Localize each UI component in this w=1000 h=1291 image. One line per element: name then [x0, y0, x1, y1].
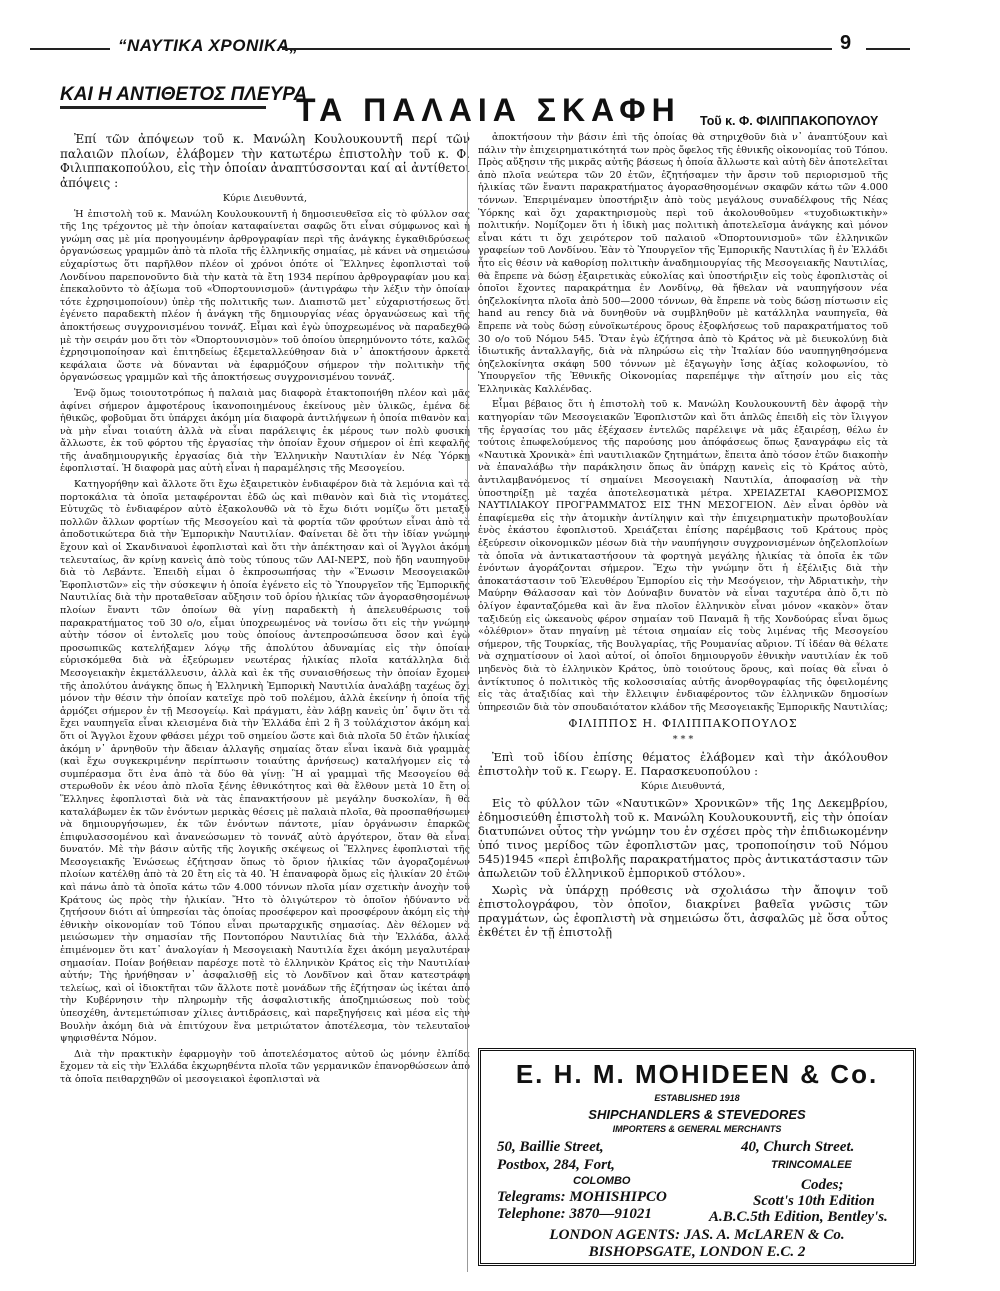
ad-london-address: BISHOPSGATE, LONDON E.C. 2 [588, 1244, 806, 1260]
page-number: 9 [840, 32, 852, 54]
article-kicker: ΚΑΙ Η ΑΝΤΙΘΕΤΟΣ ΠΛΕΥΡΑ [60, 84, 308, 105]
body-paragraph: Εἶμαι βέβαιος ὅτι ἡ ἐπιστολὴ τοῦ κ. Μανώλη Κουλουκουντῆ δὲν ἀφορᾷ τὴν κατηγορίαν τῶν Μεσογειακῶν Ἐφοπλιστῶν καὶ ὅτι ἁπλῶς ἐπειδὴ εἰς τὸν ἴλιγγον τῆς ἐργασίας του μᾶς ἐξέχασεν ἐντελῶς παρέλειψε νὰ μᾶς ἐξαιρέσῃ, θέλω ἐν τούτοις ἐπωφελούμενος τῆς παρούσης μου ἀπόφάσεως ὅπως ξαναγράφω εἰς τὰ «Ναυτικὰ Χρονικὰ» ἐπὶ ναυτιλιακῶν ζητημάτων, ἔπειτα ἀπὸ τόσον ἐτῶν διακοπὴν νὰ ἐπαναλάβω τὴν παράκλησιν ὅπως ἂν ὑπάρχῃ κανεὶς εἰς τὸ Κράτος αὐτὸ, ἀντιλαμβανόμενος τί σημαίνει Μεσογειακὴ Ναυτιλία, ἀποφασίσῃ νὰ τὴν ὑποστηρίξῃ μὲ ταχέα ἀποτελεσματικὰ μέτρα. ΧΡΕΙΑΖΕΤΑΙ ΚΑΘΟΡΙΣΜΟΣ ΝΑΥΤΙΛΙΑΚΟΥ ΠΡΟΓΡΑΜΜΑΤΟΣ ΕΙΣ ΤΗΝ ΜΕΣΟΓΕΙΟΝ. Δὲν εἶναι ὀρθὸν νὰ ἐπαφίεμεθα εἰς τὴν ἀτομικὴν ἀντίληψιν καὶ τὴν ἐπιχειρηματικὴν πρωτοβουλίαν ἑνὸς ἑκάστου ἐφοπλιστοῦ. Χρειάζεται ἐπίσης παρέμβασις τοῦ Κράτους πρὸς ἐξεύρεσιν οἰκονομικῶν μέσων διὰ τὴν ναυπήγησιν συγχρονισμένων ὁηζελοπλοίων τὰ ὁποῖα νὰ ἀντικαταστήσουν τὰ φορτηγὰ μεγάλης ἡλικίας τὰ ὁποῖα ἐκ τῶν ἐνόντων ἀγοράζονται σήμερον. Ἔχω τὴν γνώμην ὅτι ἡ ἐξέλιξις διὰ τὴν ἀποκατάστασιν τοῦ Ἐλευθέρου Ἐμπορίου εἰς τὴν Μεσόγειον, τὴν Ἀδριατικὴν, τὴν Μαύρην Θάλασσαν καὶ τὸν Δούναβιν δυνατὸν νὰ εἶναι ταχυτέρα ἀπὸ ὅ,τι πὸ ὀλίγον ἐφανταζόμεθα καὶ ἂν ἕνα πλοῖον ἑλληνικὸν εἶναι μόνον «κακὸν» ὅταν ταξιδεύῃ εἰς ὠκεανοὺς φέρον σημαίαν τοῦ Παναμᾶ ἢ τῆς Χονδούρας εἶναι ὅμως «ὀλέθριον» ὅταν πηγαίνῃ μὲ τέτοια σημαίαν εἰς τοὺς λιμένας τῆς Μεσογείου σήμερον, τῆς Τουρκίας, τῆς Βουλγαρίας, τῆς Ρουμανίας αὔριον. Τί ἰδέαν θὰ θέλατε νὰ σχηματίσουν οἱ λαοὶ αὐτοί, οἱ ὁποῖοι δημιουργοῦν ἐθνικὴν ναυτιλίαν ἐκ τοῦ μηδενὸς διὰ τὸ ἑλληνικὸν Κράτος, ὑπὸ τοιούτους ὅρους, καὶ ποίας θὰ εἶναι ὁ ἀντίκτυπος ὁ πολιτικὸς τῆς κολοσσιαίας αὐτῆς ἀνορθογραφίας τῆς ὀφειλομένης εἰς τὰς ἀταξιδίας καὶ τὴν ἔλλειψιν ἐνδιαφέροντος τῶν ἑλληνικῶν δημοσίων ὑπηρεσιῶν διὰ τὸν σπουδαιότατον κλάδον τῆς Μεσογειακῆς Ἐμπορικῆς Ναυτιλίας; [478, 399, 889, 713]
header-rule-end [866, 48, 910, 50]
ad-telephone: Telephone: 3870—91021 [497, 1206, 652, 1222]
ad-telegrams: Telegrams: MOHISHIPCO [497, 1189, 667, 1205]
author-signature: ΦΙΛΙΠΠΟΣ Η. ΦΙΛΙΠΠΑΚΟΠΟΥΛΟΣ [568, 717, 798, 731]
ad-address-colombo-3: COLOMBO [573, 1175, 631, 1187]
body-paragraph: ἀποκτήσουν τὴν βάσιν ἐπὶ τῆς ὁποίας θὰ στηριχθοῦν διὰ ν᾿ ἀναπτύξουν καὶ πάλιν τὴν ἐπιχειρηματικότητά των πρὸς ὄφελος τῆς ἐθνικῆς οἰκονομίας τοῦ Τόπου. Πρὸς αὔξησιν τῆς μικρᾶς αὐτῆς βάσεως ἡ ὁποία ἄλλωστε καὶ αὐτὴ δὲν ἀποτελεῖται ἀπὸ πλοῖα νεώτερα τῶν 20 ἐτῶν, ἐζητήσαμεν τὴν ἄρσιν τοῦ περιορισμοῦ τῆς ἡλικίας τῶν ἔναντι παρακρατήματος ἀγορασθησομένων σκαφῶν κάτω τῶν 4.000 τόννων. Ἐπεριμέναμεν ὑποστήριξιν ἀπὸ τοὺς μεγάλους συναδέλφους τῆς Νέας Ὑόρκης καὶ ὄχι χαρακτηρισμοὺς περὶ τοῦ ἀκολουθοῦμεν «τυχοδιωκτικὴν» πολιτικήν. Νομίζομεν ὅτι ἡ ἰδικὴ μας πολιτικὴ ἀποτελεῖσμα ἀνάγκης καὶ μόνον εἶναι κάτι τι ὄχι χειρότερον τοῦ παλαιοῦ «Ὀπορτουνισμοῦ» τῶν ἑλληνικῶν γραφείων τοῦ Λονδίνου. Ἐὰν τὸ Ὑπουργεῖον τῆς Ἐμπορικῆς Ναυτιλίας ἢ ἐν Ἑλλάδι ἦτο εἰς θέσιν νὰ καθορίσῃ πολιτικὴν ἀναδημιουργίας τῆς Μεσογειακῆς Ναυτιλίας, θὰ ἔπρεπε νὰ δώσῃ ἐξαιρετικὰς εὐκολίας καὶ ὑποστήριξιν εἰς τοὺς ἐφοπλιστὰς οἱ ὁποῖοι ἔχοντες παρακράτημα ἐν Λονδίνῳ, θὰ ἤθελαν νὰ ναυπηγήσουν νέα ὁηζελοκίνητα πλοῖα ἀπὸ 500—2000 τόννων, θὰ ἔπρεπε νὰ τοὺς δώσῃ πίστωσιν εἰς hand au rency διὰ νὰ δυνηθοῦν νὰ συμβληθοῦν μὲ κατάλληλα ναυπηγεῖα, θὰ ἔπρεπε νὰ τοὺς δώσῃ εὐνοϊκωτέρους ὅρους ἐξοφλήσεως τοῦ παρακρατήματος τοῦ 30 ο/ο τοῦ Νόμου 545. Ὅταν ἐγὼ ἐζήτησα ἀπὸ τὸ Κράτος νὰ μὲ διευκολύνῃ διὰ ἰδιωτικῆς ἀνταλλαγῆς, διὰ νὰ πληρώσω εἰς τὴν Ἰταλίαν δύο ναυπηγηθησόμενα ὁηζελοκίνητα σκάφη 500 τόννων μὲ ἐξαγωγὴν ἴσης ἀξίας κολοφωνίου, τὸ Ὑπουργεῖον τῆς Ἐθνικῆς Οἰκονομίας παρεπέμψε τὴν αἴτησίν μου εἰς τὰς Ἑλληνικὰς Καλλένδας. [478, 132, 888, 395]
body-paragraph: Χωρὶς νὰ ὑπάρχῃ πρόθεσις νὰ σχολιάσω τὴν ἄποψιν τοῦ ἐπιστολογράφου, τὸν ὁποῖον, διακρίνει βαθεῖα γνῶσις τῶν πραγμάτων, ὡς ἐφοπλιστὴ νὰ σημειώσω ὅτι, ἀσφαλῶς μὲ ὅσα οὗτος ἐκθέτει ἐν τῇ ἐπιστολῇ [478, 883, 888, 940]
column-divider [467, 132, 468, 1272]
right-column [478, 132, 888, 1047]
ad-subtrade: IMPORTERS & GENERAL MERCHANTS [612, 1124, 782, 1134]
ad-address-trinco-2: TRINCOMALEE [771, 1159, 852, 1171]
ad-trade: SHIPCHANDLERS & STEVEDORES [588, 1107, 806, 1122]
article-title: ΤΑ ΠΑΛΑΙΑ ΣΚΑΦΗ [296, 92, 681, 128]
left-column [60, 132, 470, 1282]
body-paragraph: Κατηγορήθην καὶ ἄλλοτε ὅτι ἔχω ἐξαιρετικὸν ἐνδιαφέρον διὰ τὰ λεμόνια καὶ τὰ πορτοκάλια τὰ ὁποῖα μεταφέρονται ἐδῶ ὡς καὶ πιθανὸν καὶ διὰ τὶς ντομάτες. Εὐτυχῶς τὸ ἐνδιαφέρον αὐτὸ ἐξακολουθῶ νὰ τὸ ἔχω διότι νομίζω ὅτι μεταξὺ πολλῶν ἄλλων φορτίων τῆς Μεσογείου καὶ τὰ φορτία τῶν φρούτων εἶναι ἀπὸ τὰ ἀποδοτικώτερα διὰ τὴν Ἐμπορικὴν Ναυτιλίαν. Φαίνεται δὲ ὅτι τὴν ἰδίαν γνώμην ἔχουν καὶ οἱ Σκανδιναυοὶ ἐφοπλισταὶ καὶ ὅτι τὴν ἀπέκτησαν καὶ οἱ Ἄγγλοι ἀκόμη τελευταίως, ἂν κρίνῃ κανεὶς ἀπὸ τοὺς τύπους τῶν ΛΑΙ-ΝΕΡΣ, ποὺ ἤδη ναυπηγοῦν διὰ τὸ Λεβάντε. Ἐπειδὴ εἶμαι ὁ ἐκπροσωπήσας τὴν «Ἕνωσιν Μεσογειακῶν Ἐφοπλιστῶν» εἰς τὴν σύσκεψιν ἡ ὁποία ἐγένετο εἰς τὸ Ὑπουργεῖον τῆς Ἐμπορικῆς Ναυτιλίας διὰ τὴν προταθεῖσαν αὔξησιν τοῦ ὁρίου ἡλικίας τῶν ἀγορασθησομένων πλοίων ἔναντι τῶν ὁποίων θὰ γίνῃ παραδεκτὴ ἡ ἀπελευθέρωσις τοῦ παρακρατήματος τοῦ 30 ο/ο, εἶμαι ὑποχρεωμένος νὰ τονίσω ὅτι εἰς τὴν γνώμην αὐτὴν τόσον οἱ ἐντολεῖς μου τοὺς ὁποίους ἀντεπροσώπευσα ὅσον καὶ ἐγὼ προσωπικῶς κατελήξαμεν λόγῳ τῆς ἀπολύτου ἀδυναμίας εἰς τὴν ὁποίαν εὑρισκόμεθα διὰ νὰ ἐξεύρωμεν νεωτέρας ἡλικίας πλοῖα κατάλληλα διὰ Μεσογειακὴν ἐκμετάλλευσιν, ἀλλὰ καὶ ἐκ τῆς συναισθήσεως τὴν ὁποίαν ἔχομεν τῆς ἀπολύτου ἀνάγκης ὅπως ἡ Ἑλληνικὴ Ἐμπορικὴ Ναυτιλία ἀναλάβῃ ταχέως ὄχι μόνον τὴν θέσιν τὴν ὁποίαν κατεῖχε πρὸ τοῦ πολέμου, ἀλλὰ ἐκείνην ἡ ὁποία τῆς ἁρμόζει σήμερον ἐν τῇ Μεσογείῳ. Καὶ πράγματι, ἐὰν λάβῃ κανεὶς ὑπ᾿ ὄψιν ὅτι τὰ ἔχει ναυπηγεῖα εἶναι κλεισμένα διὰ τὴν Ἑλλάδα ἐπὶ 2 ἢ 3 τοὐλάχιστον ἀκόμη καὶ ὅτι οἱ Ἄγγλοι ἔχουν φθάσει μέχρι τοῦ σημείου ὥστε καὶ διὰ πλοῖα 50 ἐτῶν ἡλικίας ἀκόμη ν᾿ ἀρνηθοῦν τὴν ἄδειαν ἀλλαγῆς σημαίας ὅταν εἶναι ἱκανὰ διὰ γραμμὰς (καὶ ἔχω συγκεκριμένην περίπτωσιν τοιαύτης ἀρνήσεως) καταλήγομεν εἰς τὸ συμπέρασμα ὅτι ἐνα ἀπὸ τὰ δύο θὰ γίνῃ: Ἢ αἱ γραμμαὶ τῆς Μεσογείου θὰ στερωθοῦν ἐκ νέου ἀπὸ πλοῖα ξένης ἐθνικότητος καὶ θὰ ἔλθουν μετὰ 10 ἔτη οἱ Ἕλληνες ἐφοπλισταὶ διὰ νὰ τὰς ἐπανακτήσουν μὲ μεγάλην δυσκολίαν, ἢ θὰ καταλάβωμεν ἐκ τῶν ἐνόντων μερικὰς θέσεις μὲ παλαιὰ πλοῖα, θὰ προσπαθήσωμεν νὰ δημιουργήσωμεν, ἐκ τῶν ἐνόντων πάντοτε, μίαν ὀργάνωσιν ἐπαρκῶς ἐπιφυλασσομένου καὶ ἀνανεώσωμεν τὸ τοννάζ αὐτὸ ἀργότερον, ὅταν θὰ εἶναι δυνατόν. Μὲ τὴν βάσιν αὐτῆς τῆς λογικῆς σκέψεως οἱ Ἕλληνες ἐφοπλισταὶ τῆς Μεσογειακῆς Ἑνώσεως ἐζήτησαν ὅπως τὸ ὅριον ἡλικίας τῶν ἀγοραζομένων πλοίων κατέλθῃ ἀπὸ τὰ 20 ἔτη εἰς τὰ 40. Ἡ ἐπαναφορὰ ὅμως εἰς ἡλικίαν 20 ἐτῶν καὶ πάνω ἀπὸ τὰ ὁποῖα κάτω τῶν 4.000 τόννων πλοῖα μίαν σχετικὴν ἀνοχὴν τοῦ Κράτους ὡς πρὸς τὴν ἡλικίαν. Ἤτο τὸ ὀλιγώτερον τὸ ὁποῖον ἠδύναντο νὰ ζητήσουν διότι αἱ ὑπηρεσίαι τὰς ὁποίας προσέφερον καὶ προσφέρουν ἀκόμη εἰς τὴν ἐθνικὴν οἰκονομίαν τοῦ Τόπου εἶναι πρωταρχικῆς σημασίας. Δὲν θέλομεν νὰ μειώσωμεν τὴν σημασίαν τῆς Ποντοπόρου Ναυτιλίας διὰ τὴν Ἑλλάδα, ἀλλὰ ἐπιμένομεν ὅτι κατ᾿ ἀναλογίαν ἡ Μεσογειακὴ Ναυτιλία ἔχει ἀκόμη μεγαλυτέραν σημασίαν. Ποίαν βοήθειαν παρέσχε ποτὲ τὸ ἑλληνικὸν Κράτος εἰς τὴν Ναυτιλίαν αὐτήν; Τὴς ἠρνήθησαν ν᾿ ἀσφαλισθῇ εἰς τὸ Λονδῖνον καὶ ὅταν κατεστράφη τελείως, καὶ οἱ ἰδιοκτῆται τῶν ἄλλοτε ποτὲ μονάδων τῆς ἐζήτησαν ὡς ἱκέται ἀπὸ τὴν Κυβέρνησιν τὴν πληρωμὴν τῆς ἀσφαλιστικῆς ἀποζημιώσεως ποὺ τοὺς ὑπεσχέθη, ἀντεμετώπισαν χίλιες ἀντιδράσεις, καὶ παρεξηγήσεις καὶ μέσα εἰς τὴν Βουλὴν ἀκόμη διὰ νὰ ἐπιτύχουν ἕνα μετριώτατον ἀποτέλεσμα, τὸν τελευταῖον ψηφισθέντα Νόμον. [60, 479, 470, 1045]
salutation: Κύριε Διευθυντά, [222, 193, 308, 204]
ad-london-agents: LONDON AGENTS: JAS. A. McLAREN & Co. [549, 1227, 845, 1243]
header-rule-left [30, 48, 110, 50]
body-paragraph: Εἰς τὸ φύλλον τῶν «Ναυτικῶν» Χρονικῶν» τῆς 1ης Δεκεμβρίου, ἐδημοσιεύθη ἐπιστολὴ τοῦ κ. Μανώλη Κουλουκουντῆ, εἰς τὴν ὁποίαν διατυπώνει οὗτος τὴν γνώμην του ἐν σχέσει πρὸς τὴν ἐπιδιωκομένην ὑπό τινος μερίδος τῶν ἐφοπλιστῶν μας, τροποποίησιν τοῦ Νόμου 545)1945 «περὶ ἐπιβολῆς παρακρατήματος πρὸς ἀντικατάστασιν τῶν ἀπωλειῶν τοῦ ἑλληνικοῦ ἐμπορικοῦ στόλου». [478, 796, 888, 881]
ad-codes-2: A.B.C.5th Edition, Bentley's. [709, 1209, 888, 1225]
body-paragraph: Ἡ ἐπιστολὴ τοῦ κ. Μανώλη Κουλουκουντῆ ἡ δημοσιευθεῖσα εἰς τὸ φύλλον σας τῆς 1ης τρέχοντος μὲ τὴν ὁποίαν καταφαίνεται σαφῶς ὅτι εἶναι σύμφωνος καὶ ἡ γνώμη σας μὲ μία προηγουμένην ἀρθρογραφίαν περὶ τῆς ἀνάγκης ἐγκαθιδρύσεως ὀργανώσεως γραμμῶν ἀπὸ τὰ πλοῖα τῆς ἑλληνικῆς σημαίας, μὲ κάνει νὰ σημειώσω εὐχαρίστως ὅτι παρῆλθον πλέον οἱ χρόνοι ὁπότε οἱ Ἕλληνες ἐφοπλισταὶ τοῦ Λονδίνου παρεπονοῦντο διὰ τὴν κατὰ τὰ ἔτη 1934 περίπου ἀρθρογραφίαν μου καὶ ἐπεκαλοῦντο τὸ ἀξίωμα τοῦ «Ὀπορτουνισμοῦ» (ἀντιγράφω τὴν λέξιν τὴν ὁποίαν τότε ἐχρησιμοποίουν) ὑπὲρ τῆς πολιτικῆς των. Διαπιστῶ μετ᾿ εὐχαριστήσεως ὅτι ἐγένετο παραδεκτὴ πλέον ἡ ἀνάγκη τῆς δημιουργίας νέας ὀργανώσεως καὶ τῆς ἀποκτήσεως συγχρονισμένου τοννάζ. Εἶμαι καὶ ἐγὼ ὑποχρεωμένος νὰ παραδεχθῶ μὲ τὴν σειράν μου ὅτι τὸν «Ὀπορτουνισμὸν» τοῦ ὁποίου ὑπερημύνοντο τότε, καλῶς ἐχρησιμοποίησαν καὶ ἐπιτηδείως ἐξεμεταλλεύθησαν διὰ ν᾿ ἀποκτήσουν ἀρκετὰ κεφάλαια ὥστε νὰ δύνανται νὰ ἐφαρμόζουν σήμερον τὴν πολιτικὴν τῆς ὀργανώσεως γραμμῶν καὶ τῆς ἀποκτήσεως συγχρονισμένου τοννάζ. [60, 208, 470, 384]
mohideen-advertisement [478, 1048, 916, 1266]
body-paragraph: Διὰ τὴν πρακτικὴν ἐφαρμογὴν τοῦ ἀποτελέσματος αὐτοῦ ὡς μόνην ἐλπίδα ἔχομεν τὰ εἰς τὴν Ἑλλάδα ἐκχωρηθέντα πλοῖα τῶν γερμανικῶν ἐπανορθώσεων ἀπὸ τὰ ὁποῖα πειθαρχηθῶν οἱ μεσογειακοὶ ἐφοπλισταὶ νὰ [60, 1048, 470, 1085]
ad-company-name: E. H. M. MOHIDEEN & Co. [515, 1059, 879, 1089]
kicker-underline [60, 106, 266, 109]
section-separator: * * * [672, 733, 694, 745]
ad-codes-label: Codes; [801, 1177, 844, 1193]
article-byline: Τοῦ κ. Φ. ΦΙΛΙΠΠΑΚΟΠΟΥΛΟΥ [700, 114, 879, 128]
second-letter-intro: Ἐπὶ τοῦ ἰδίου ἐπίσης θέματος ἐλάβομεν καὶ τὴν ἀκόλουθον ἐπιστολὴν τοῦ κ. Γεωργ. Ε. Παρασκευοπούλου : [478, 749, 888, 778]
body-paragraph: Ἐνῷ ὅμως τοιουτοτρόπως ἡ παλαιὰ μας διαφορὰ ἐτακτοποιήθη πλέον καὶ μᾶς ἀφίνει σήμερον ἀμφοτέρους ἱκανοποιημένους ἐκείνους μὲν ὑλικῶς, ἐμένα δὲ ἠθικῶς, φοβοῦμαι ὅτι ὑπάρχει ἀκόμη μία διαφορὰ ἀντιλήψεων ἡ ὁποία πιθανὸν καὶ νὰ μὴν εἶναι τοιαύτη ἀλλὰ νὰ εἶναι παράλειψις ἐκ μέρους των πολὺ φυσικὴ ἄλλωστε, ἐκ τοῦ φόρτου τῆς ἐργασίας τὴν ὁποίαν ἔχουν σήμερον οἱ ἐπὶ κεφαλῆς τῆς ἀναδημιουργικῆς ἐργασίας διὰ τὴν Ἑλληνικὴν Ναυτιλίαν ἐν Νέᾳ Ὑόρκῃ ἐφοπλισταί. Ἡ διαφορὰ μας αὐτὴ εἶναι ἡ παραμέλησις τῆς Μεσογείου. [60, 387, 470, 475]
header-rule-right [282, 48, 832, 50]
ad-address-colombo-1: 50, Baillie Street, [497, 1139, 604, 1155]
ad-address-trinco-1: 40, Church Street. [741, 1139, 855, 1155]
ad-established: ESTABLISHED 1918 [654, 1093, 740, 1103]
ad-codes-1: Scott's 10th Edition [753, 1193, 875, 1209]
ad-address-colombo-2: Postbox, 284, Fort, [497, 1157, 615, 1173]
editor-intro: Ἐπί τῶν ἀπόψεων τοῦ κ. Μανώλη Κουλουκουντῆ περί τῶν παλαιῶν πλοίων, ἐλάβομεν τὴν κατωτέρω ἐπιστολὴν τοῦ κ. Φ. Φιλιππακοπούλου, εἰς τὴν ὁποίαν ἀναπτύσσονται καί αἱ ἀντίθετοι ἀπόψεις : [60, 132, 470, 190]
running-title: “ΝΑΥΤΙΚΑ ΧΡΟΝΙΚΑ„ [118, 36, 299, 55]
second-letter-salutation: Κύριε Διευθυντά, [640, 780, 726, 792]
